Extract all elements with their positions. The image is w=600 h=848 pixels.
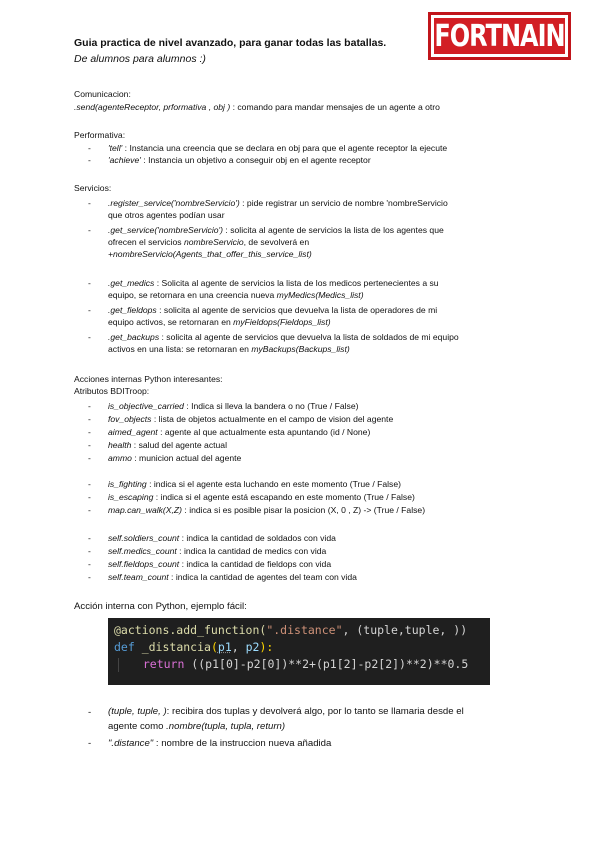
list-item: ".distance" : nombre de la instruccion nueva añadida [108, 738, 332, 749]
section-heading-servicios: Servicios: [74, 183, 112, 193]
list-item: aimed_agent : agente al que actualmente esta apuntando (id / None) [108, 427, 371, 437]
section-heading-ejemplo: Acción interna con Python, ejemplo fácil: [74, 601, 247, 612]
list-item-continuation: que otros agentes podían usar [108, 210, 225, 220]
list-bullet: - [88, 278, 91, 288]
list-item: .get_service('nombreServicio') : solicita al agente de servicios la lista de los agentes que [108, 225, 444, 235]
code-line-2: def _distancia(p1, p2): [114, 640, 274, 654]
list-item-continuation: ofrecen el servicios nombreServicio, de sevolverá en [108, 237, 310, 247]
code-snippet [108, 618, 490, 685]
list-bullet: - [88, 427, 91, 437]
list-bullet: - [88, 332, 91, 342]
list-item: .get_backups : solicita al agente de servicios que devuelva la lista de soldados de mi equipo [108, 332, 459, 342]
list-item [108, 143, 447, 154]
list-bullet: - [88, 546, 91, 556]
list-item: self.fieldops_count : indica la cantidad de fieldops con vida [108, 559, 332, 569]
item-code: 'tell' [108, 143, 123, 153]
logo-text: FORTNAIN [434, 18, 565, 54]
send-command-code: .send(agenteReceptor, prformativa , obj ) [74, 102, 231, 112]
list-bullet: - [88, 505, 91, 515]
list-bullet: - [88, 453, 91, 463]
page-subtitle: De alumnos para alumnos :) [74, 53, 206, 65]
item-text: : Instancia una creencia que se declara en obj para que el agente receptor la ejecute [122, 143, 448, 153]
list-bullet: - [88, 305, 91, 315]
list-bullet: - [88, 572, 91, 582]
list-bullet: - [88, 414, 91, 424]
list-item [108, 155, 371, 166]
list-item-continuation: equipo, se retornara en una creencia nueva myMedics(Medics_list) [108, 290, 364, 300]
section-heading-acciones: Acciones internas Python interesantes: [74, 374, 223, 384]
send-command-text: : comando para mandar mensajes de un agente a otro [230, 102, 440, 112]
list-bullet: - [88, 225, 91, 235]
list-item: is_fighting : indica si el agente esta luchando en este momento (True / False) [108, 479, 401, 489]
list-item-continuation: equipo activos, se retornaran en myFieldops(Fieldops_list) [108, 317, 331, 327]
list-bullet: - [88, 707, 92, 718]
list-item: fov_objects : lista de objetos actualmente en el campo de vision del agente [108, 414, 394, 424]
list-bullet: - [88, 198, 91, 208]
list-bullet: - [88, 440, 91, 450]
code-line-1: @actions.add_function(".distance", (tuple,tuple, )) [114, 623, 468, 637]
list-item: self.team_count : indica la cantidad de agentes del team con vida [108, 572, 357, 582]
list-item: .get_medics : Solicita al agente de servicios la lista de los medicos pertenecientes a su [108, 278, 439, 288]
list-item: health : salud del agente actual [108, 440, 227, 450]
list-bullet: - [88, 155, 91, 165]
list-bullet: - [88, 533, 91, 543]
list-item: .get_fieldops : solicita al agente de servicios que devuelva la lista de operadores de mi [108, 305, 438, 315]
list-bullet: - [88, 559, 91, 569]
send-command-line [74, 102, 440, 113]
list-item: map.can_walk(X,Z) : indica si es posible pisar la posicion (X, 0 , Z) -> (True / False) [108, 505, 426, 515]
section-heading-comunicacion: Comunicacion: [74, 89, 131, 99]
list-item: self.medics_count : indica la cantidad de medics con vida [108, 546, 327, 556]
list-item: self.soldiers_count : indica la cantidad de soldados con vida [108, 533, 336, 543]
list-item-continuation: +nombreServicio(Agents_that_offer_this_service_list) [108, 249, 312, 259]
list-item-continuation: activos en una lista: se retornaran en myBackups(Backups_list) [108, 344, 350, 354]
list-bullet: - [88, 492, 91, 502]
code-line-3: return ((p1[0]-p2[0])**2+(p1[2]-p2[2])**2)**0.5 [114, 656, 484, 673]
item-code: 'achieve' [108, 155, 141, 165]
section-subheading-atributos: Atributos BDITroop: [74, 386, 150, 396]
list-item: ammo : municion actual del agente [108, 453, 242, 463]
fortnain-logo [428, 12, 571, 60]
list-item: is_escaping : indica si el agente está escapando en este momento (True / False) [108, 492, 415, 502]
list-item-continuation: agente como .nombre(tupla, tupla, return) [108, 721, 286, 732]
list-bullet: - [88, 738, 92, 749]
section-heading-performativa: Performativa: [74, 130, 126, 140]
list-item: (tuple, tuple, ): recibira dos tuplas y devolverá algo, por lo tanto se llamaria desde el [108, 706, 464, 717]
list-bullet: - [88, 143, 91, 153]
list-bullet: - [88, 479, 91, 489]
page-title: Guia practica de nivel avanzado, para ganar todas las batallas. [74, 37, 387, 49]
list-item: is_objective_carried : Indica si lleva la bandera o no (True / False) [108, 401, 359, 411]
item-text: : Instancia un objetivo a conseguir obj en el agente receptor [140, 155, 371, 165]
list-bullet: - [88, 401, 91, 411]
list-item: .register_service('nombreServicio') : pide registrar un servicio de nombre 'nombreServicio [108, 198, 448, 208]
